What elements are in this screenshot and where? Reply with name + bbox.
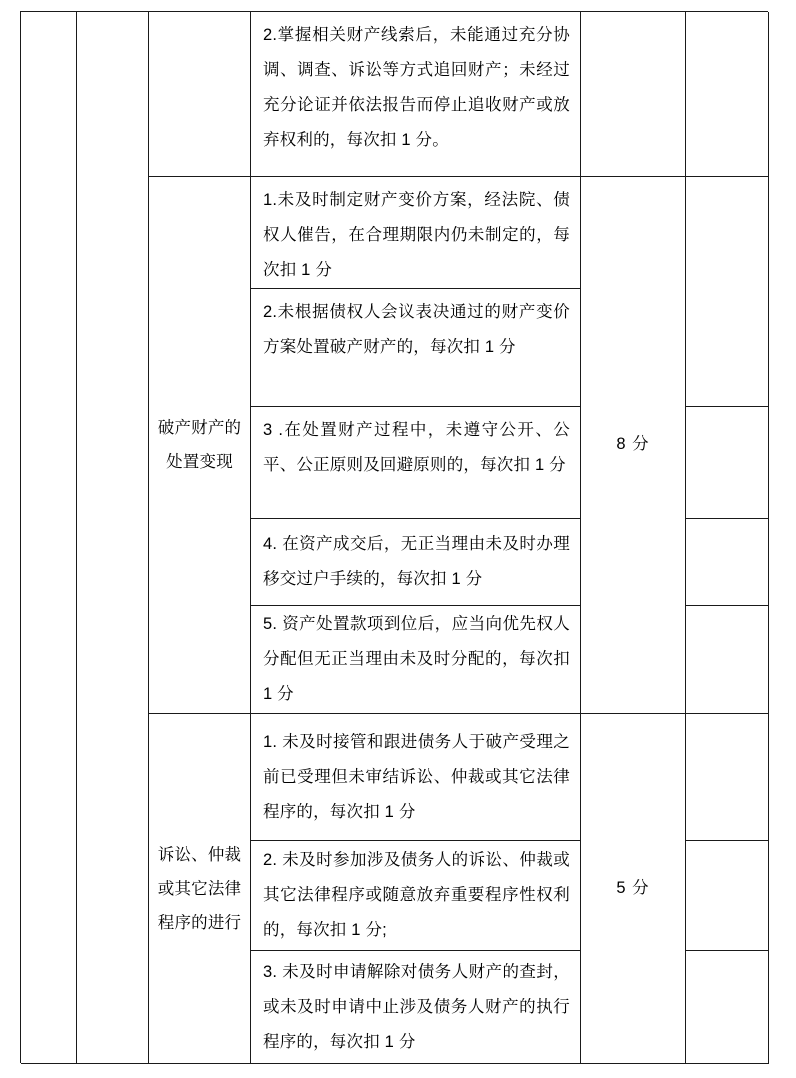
score-value: 8 分 <box>616 435 650 454</box>
table-cell-score-litigation-arbitration <box>581 714 686 1064</box>
table-cell-score-bankruptcy-asset-disposal <box>581 177 686 714</box>
criteria-text: 2.掌握相关财产线索后，未能通过充分协调、调查、诉讼等方式追回财产；未经过充分论证并依法报告而停止追收财产或放弃权利的，每次扣 1 分。 <box>263 26 570 149</box>
table-cell-category-litigation-arbitration <box>149 714 251 1064</box>
criteria-text: 2.未根据债权人会议表决通过的财产变价方案处置破产财产的，每次扣 1 分 <box>263 303 570 356</box>
table-row <box>251 407 581 519</box>
table-row <box>251 519 581 606</box>
table-cell-remark <box>686 714 769 841</box>
table-cell-category-carryover <box>149 12 251 177</box>
criteria-text: 3. 未及时申请解除对债务人财产的查封，或未及时申请中止涉及债务人财产的执行程序的，每次扣 1 分 <box>263 962 570 1051</box>
category-label: 诉讼、仲裁或其它法律程序的进行 <box>157 845 242 932</box>
table-cell-col1 <box>21 12 77 1064</box>
criteria-text: 1.未及时制定财产变价方案，经法院、债权人催告，在合理期限内仍未制定的，每次扣 1 分 <box>263 191 570 279</box>
table-cell-category-bankruptcy-asset-disposal <box>149 177 251 714</box>
table-cell-remark <box>686 12 769 177</box>
criteria-text: 5. 资产处置款项到位后，应当向优先权人分配但无正当理由未及时分配的，每次扣 1 分 <box>263 615 570 703</box>
score-value: 5 分 <box>616 878 650 897</box>
table-cell-col2 <box>77 12 149 1064</box>
criteria-text: 4. 在资产成交后，无正当理由未及时办理移交过户手续的，每次扣 1 分 <box>263 535 570 588</box>
table-row <box>251 289 581 407</box>
table-row <box>251 714 581 841</box>
criteria-text: 2. 未及时参加涉及债务人的诉讼、仲裁或其它法律程序或随意放弃重要程序性权利的，每次扣 1 分; <box>263 851 570 939</box>
criteria-text: 3 .在处置财产过程中，未遵守公开、公平、公正原则及回避原则的，每次扣 1 分 <box>263 421 570 474</box>
criteria-text: 1. 未及时接管和跟进债务人于破产受理之前已受理但未审结诉讼、仲裁或其它法律程序的，每次扣 1 分 <box>263 732 570 821</box>
table-cell-score-carryover <box>581 12 686 177</box>
table-cell-remark <box>686 519 769 606</box>
table-cell-remark <box>686 841 769 951</box>
table-row <box>251 841 581 951</box>
table-cell-remark <box>686 951 769 1064</box>
table-row <box>251 951 581 1064</box>
table-row <box>251 177 581 289</box>
table-cell-remark <box>686 177 769 407</box>
table-cell-remark <box>686 606 769 714</box>
table-cell-remark <box>686 407 769 519</box>
category-label: 破产财产的处置变现 <box>157 419 242 471</box>
table-row <box>251 12 581 177</box>
table-row <box>251 606 581 714</box>
scoring-criteria-table <box>20 11 768 1063</box>
